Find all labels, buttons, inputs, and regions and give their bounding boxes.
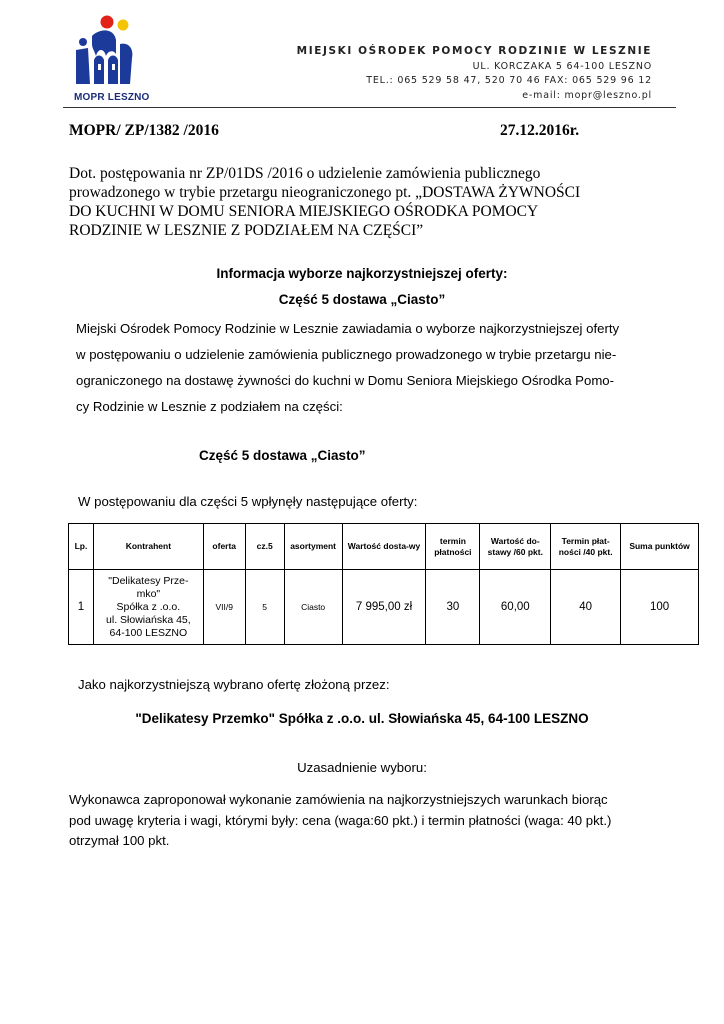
header-divider [63, 107, 676, 108]
org-email: e-mail: mopr@leszno.pl [522, 90, 652, 101]
offers-intro: W postępowaniu dla części 5 wpłynęły następujące oferty: [78, 494, 418, 509]
col-wartosc-pkt: Wartość do-stawy /60 pkt. [480, 524, 551, 570]
justification-line: pod uwagę kryteria i wagi, którymi były: cena (waga:60 pkt.) i termin płatności (waga: 40 pkt.) [69, 812, 612, 828]
offers-table [68, 523, 699, 645]
cell-termin: 30 [426, 570, 480, 645]
document-reference: MOPR/ ZP/1382 /2016 [69, 122, 219, 139]
kontrahent-line: mko" [136, 587, 161, 600]
justification-heading: Uzasadnienie wyboru: [297, 760, 427, 775]
table-header-row [69, 524, 699, 570]
kontrahent-line: ul. Słowiańska 45, [106, 613, 191, 626]
col-cz5: cz.5 [245, 524, 284, 570]
cell-oferta: VII/9 [203, 570, 245, 645]
intro-line: cy Rodzinie w Lesznie z podziałem na części: [76, 399, 343, 414]
kontrahent-line: 64-100 LESZNO [109, 626, 188, 639]
cell-termin-pkt: 40 [551, 570, 621, 645]
mopr-logo [70, 14, 140, 92]
kontrahent-line: Spółka z .o.o. [116, 600, 181, 613]
org-name: MIEJSKI OŚRODEK POMOCY RODZINIE W LESZNIE [296, 45, 652, 57]
justification-paragraph [69, 790, 663, 852]
org-phones: TEL.: 065 529 58 47, 520 70 46 FAX: 065 529 96 12 [366, 75, 652, 86]
intro-line: w postępowaniu o udzielenie zamówienia publicznego prowadzonego w trybie przetargu nie- [76, 347, 617, 362]
chosen-company: "Delikatesy Przemko" Spółka z .o.o. ul. Słowiańska 45, 64-100 LESZNO [135, 711, 589, 726]
col-asortyment: asortyment [284, 524, 342, 570]
subject-line: RODZINIE W LESZNIE Z PODZIAŁEM NA CZĘŚCI” [69, 222, 424, 239]
intro-line: Miejski Ośrodek Pomocy Rodzinie w Lesznie zawiadamia o wyborze najkorzystniejszej oferty [76, 321, 620, 336]
col-lp: Lp. [69, 524, 94, 570]
logo-figures-graphic [70, 14, 140, 92]
cell-wartosc: 7 995,00 zł [342, 570, 426, 645]
table-row [69, 570, 699, 645]
part-heading-2: Część 5 dostawa „Ciasto” [199, 448, 366, 463]
col-oferta: oferta [203, 524, 245, 570]
justification-line: Wykonawca zaproponował wykonanie zamówienia na najkorzystniejszych warunkach biorąc [69, 792, 608, 807]
col-kontrahent: Kontrahent [93, 524, 203, 570]
col-wartosc: Wartość dosta-wy [342, 524, 426, 570]
subject-line: DO KUCHNI W DOMU SENIORA MIEJSKIEGO OŚRODKA POMOCY [69, 203, 539, 220]
cell-suma: 100 [621, 570, 699, 645]
subject-block [69, 164, 669, 240]
kontrahent-line: "Delikatesy Prze- [108, 574, 189, 587]
part-heading: Część 5 dostawa „Ciasto” [278, 292, 446, 307]
chosen-intro: Jako najkorzystniejszą wybrano ofertę złożoną przez: [78, 677, 390, 692]
cell-wartosc-pkt: 60,00 [480, 570, 551, 645]
subject-line: Dot. postępowania nr ZP/01DS /2016 o udzielenie zamówienia publicznego [69, 165, 541, 182]
org-address: UL. KORCZAKA 5 64-100 LESZNO [472, 61, 652, 72]
col-termin: termin płatności [426, 524, 480, 570]
subject-line: prowadzonego w trybie przetargu nieograniczonego pt. „DOSTAWA ŻYWNOŚCI [69, 184, 581, 201]
cell-cz5: 5 [245, 570, 284, 645]
info-heading: Informacja wyborze najkorzystniejszej oferty: [216, 266, 508, 281]
col-suma: Suma punktów [621, 524, 699, 570]
cell-asortyment: Ciasto [284, 570, 342, 645]
logo-text: MOPR LESZNO [74, 92, 150, 103]
intro-paragraph [76, 316, 661, 420]
intro-line: ograniczonego na dostawę żywności do kuchni w Domu Seniora Miejskiego Ośrodka Pomo- [76, 373, 615, 388]
justification-line: otrzymał 100 pkt. [69, 833, 170, 848]
col-termin-pkt: Termin płat-ności /40 pkt. [551, 524, 621, 570]
document-date: 27.12.2016r. [500, 122, 580, 139]
cell-kontrahent [93, 570, 203, 645]
cell-lp: 1 [69, 570, 94, 645]
